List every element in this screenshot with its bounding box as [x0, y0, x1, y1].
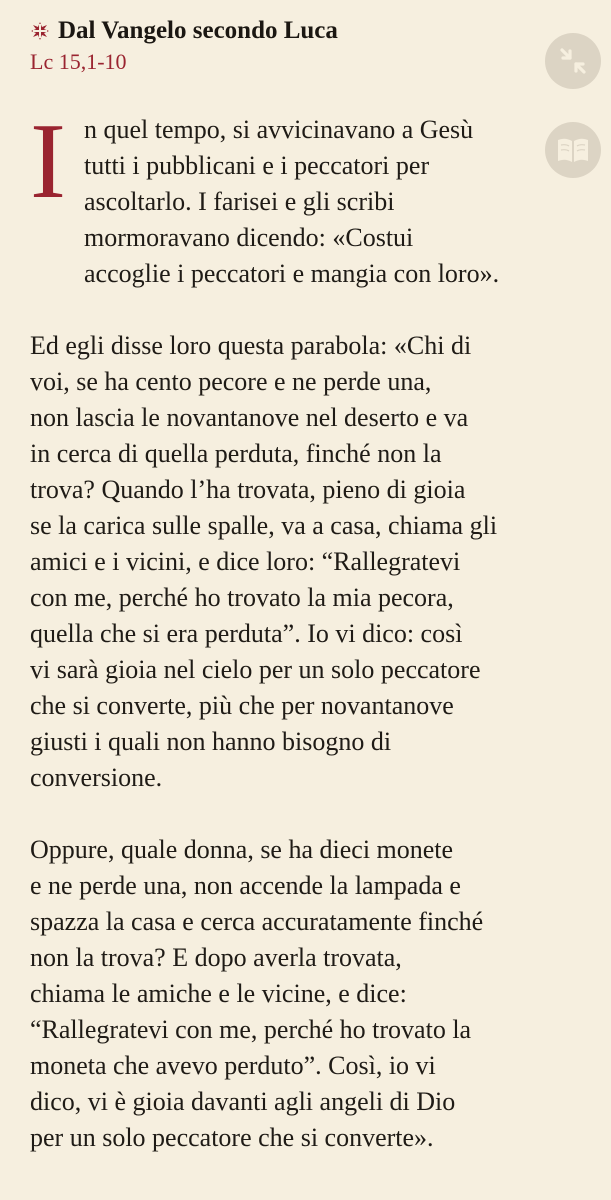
cross-icon	[30, 21, 50, 41]
page-title: Dal Vangelo secondo Luca	[58, 17, 338, 44]
reading-header	[30, 16, 510, 76]
paragraph-1-text: n quel tempo, si avvicinavano a Gesù tutti i pubblicani e i peccatori per ascoltarlo. I farisei e gli scribi mormoravano dicendo: «Costui accoglie i peccatori e mangia con loro».	[84, 115, 500, 288]
collapse-button[interactable]	[545, 33, 601, 89]
paragraph-3: Oppure, quale donna, se ha dieci monete e ne perde una, non accende la lampada e spazza la casa e cerca accuratamente finché non la trova? E dopo averla trovata, chiama le amiche e le vicine, e dice: “Rallegratevi con me, perché ho trovato la moneta che avevo perduto”. Così, io vi dico, vi è gioia davanti agli angeli di Dio per un solo peccatore che si converte».	[30, 835, 484, 1152]
collapse-arrows-icon	[558, 46, 588, 76]
paragraph-2: Ed egli disse loro questa parabola: «Chi di voi, se ha cento pecore e ne perde una, non lascia le novantanove nel deserto e va in cerca di quella perduta, finché non la trova? Quando l’ha trovata, pieno di gioia se la carica sulle spalle, va a casa, chiama gli amici e i vicini, e dice loro: “Rallegratevi con me, perché ho trovato la mia pecora, quella che si era perduta”. Io vi dico: così vi sarà gioia nel cielo per un solo peccatore che si converte, più che per novantanove giusti i quali non hanno bisogno di conversione.	[30, 331, 498, 792]
drop-cap: I	[30, 102, 66, 221]
scripture-reference: Lc 15,1-10	[30, 49, 127, 74]
title-row	[30, 16, 510, 46]
gospel-text	[30, 102, 570, 1192]
paragraph-1	[30, 102, 570, 292]
